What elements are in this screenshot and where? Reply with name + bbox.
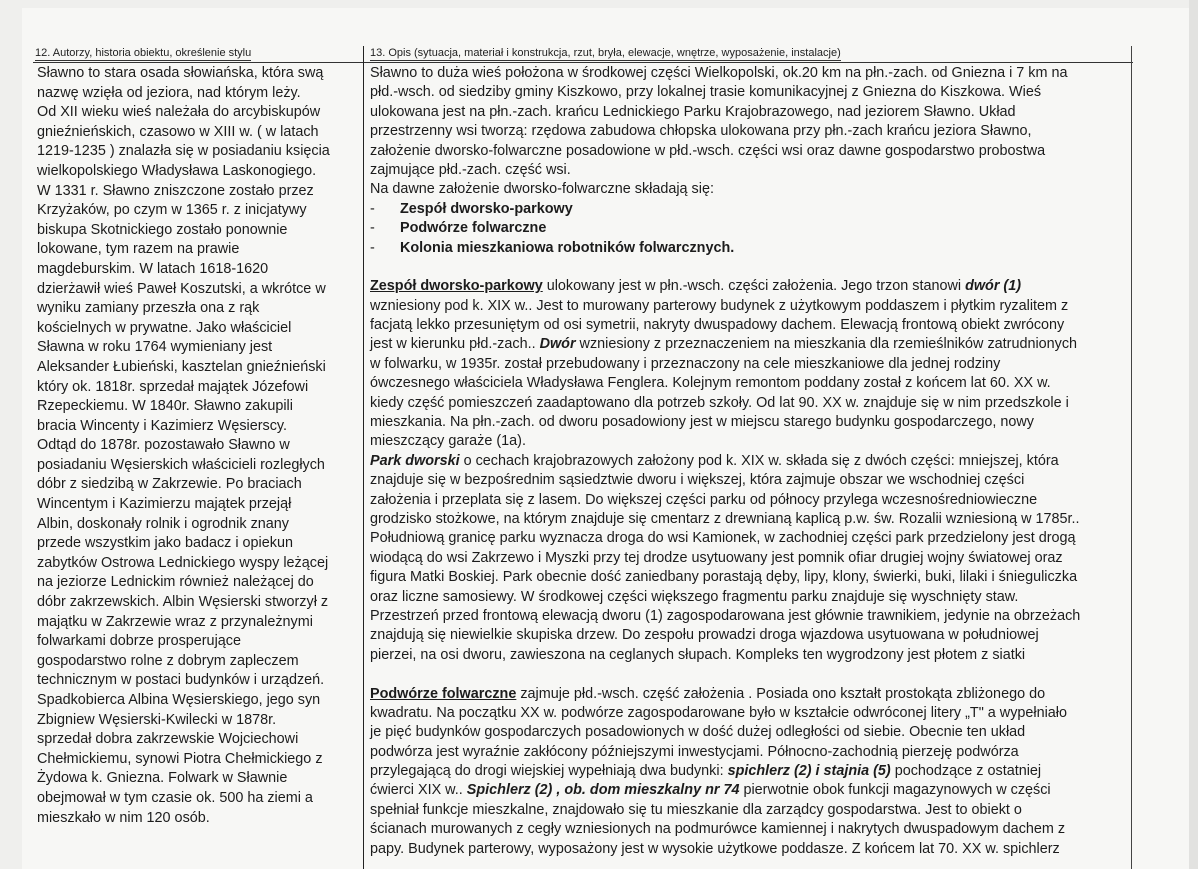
text-line: nazwę wzięła od jeziora, nad którym leży.	[37, 84, 301, 101]
text-line: założenie dworsko-folwarczne posadowione w płd.-wsch. części wsi oraz dawne gospodarstwo probostwa	[370, 142, 1046, 159]
text-line: Na dawne założenie dworsko-folwarczne składają się:	[370, 181, 714, 198]
text-line: Od XII wieku wieś należała do arcybiskupów	[37, 104, 321, 121]
text-line: Spadkobierca Albina Węsierskiego, jego syn	[37, 692, 321, 708]
text-line: wiodącą do wsi Zakrzewo i Myszki przy tej drodze usytuowany jest pomnik ofiar drugiej wojny światowej oraz	[370, 549, 1063, 566]
text-line: bracia Wincenty i Kazimierz Węsierscy.	[37, 417, 288, 434]
description-column	[370, 64, 1130, 859]
component-list	[370, 200, 1130, 258]
text-line: Wincentym i Kazimierzu majątek przejął	[37, 496, 292, 513]
text-line: grodzisko stożkowe, na którym znajduje się cmentarz z drewnianą kaplicą p.w. św. Rozalii wzniesioną w 1785r..	[370, 510, 1080, 527]
text-line: technicznym w postaci budynków i urządzeń.	[37, 672, 325, 689]
text-line: posiadaniu Węsierskich właścicieli rozległych	[37, 456, 325, 473]
text-line: wielkopolskiego Władysława Laskonogiego.	[37, 162, 317, 179]
list-item: - Kolonia mieszkaniowa robotników folwarcznych.	[370, 239, 735, 256]
text-line: Południową granicę parku wyznacza droga do wsi Kamionek, w zachodniej części park przedzielony jest drogą	[370, 530, 1076, 547]
section-heading: Park dworski	[370, 452, 460, 469]
text-line: papy. Budynek parterowy, wyposażony jest w wysokie użytkowe poddasze. Z końcem lat 70. XX w. spichlerz	[370, 840, 1060, 857]
text-line: figura Matki Boskiej. Park obecnie dość zaniedbany porastają dęby, lipy, klony, świerki, buki, lilaki i śnieguliczka	[370, 569, 1078, 586]
intro-paragraph	[370, 64, 1130, 200]
text-line: Zbigniew Węsierski-Kwilecki w 1878r.	[37, 711, 277, 728]
text-line: znajduje się w bezpośrednim sąsiedztwie dworu i większej, która zajmuje obszar we wschodniej części	[370, 472, 1025, 489]
text-line: oraz liczne samosiewy. W środkowej części większego fragmentu parku znajduje się wyschnięty staw.	[370, 588, 1019, 605]
text-line: gnieźnieńskich, czasowo w XIII w. ( w latach	[37, 123, 319, 140]
text-line: biskupa Skotnickiego zostało ponownie	[37, 221, 288, 238]
text-line: Albin, doskonały rolnik i ogrodnik znany	[37, 515, 289, 532]
text-line: Krzyżaków, po czym w 1365 r. z inicjatywy	[37, 202, 307, 219]
text-line: podwórza jest wyraźnie zakłócony późniejszymi inwestycjami. Północno-zachodnią pierzeję podwórza	[370, 743, 1019, 760]
section-heading: Podwórze folwarczne	[370, 685, 517, 702]
text-line: zajmujące płd.-zach. część wsi.	[370, 161, 571, 178]
text-line: znajdują się niewielkie skupiska drzew. Do zespołu prowadzi droga wjazdowa usytuowana w południowej	[370, 627, 1039, 644]
text-line: przede wszystkim jako badacz i opiekun	[37, 535, 293, 552]
right-border	[1131, 46, 1132, 869]
scan-edge	[1189, 0, 1198, 869]
text-line: kościelnych w prywatne. Jako właściciel	[37, 319, 292, 336]
text-line: obejmował w tym czasie ok. 500 ha ziemi a	[37, 789, 313, 806]
section-zespol: Zespół dworsko-parkowy ulokowany jest w płn.-wsch. części założenia. Jego trzon stanowi dwór (1) wzniesiony pod k. XIX w.. Jest to murowany parterowy budynek z użytkowym poddaszem i płytkim ryzalitem z facjatą lekko przesuniętym od osi symetrii, nakryty dwuspadowy dachem. Elewacją frontową obiekt zwrócony jest w kierunku płd.-zach.. Dwór wzniesiony z przeznaczeniem na mieszkania dla rzemieślników zatrudnionych w folwarku, w 1935r. został przebudowany i przeznaczony na cele mieszkaniowe dla jednej rodziny ówczesnego właściciela Władysława Fenglera. Kolejnym remontom poddany został z końcem lat 60. XX w. kiedy część pomieszczeń zaadaptowano dla potrzeb szkoły. Od lat 90. XX w. znajduje się w nim przedszkole i mieszkania. Na płn.-zach. od dworu posadowiony jest w miejscu starego budynku gospodarczego, nowy mieszczący garaże (1a).	[370, 277, 1130, 452]
text-line: ówczesnego właściciela Władysława Fenglera. Kolejnym remontom poddany został z końcem lat 60. XX w.	[370, 375, 1051, 392]
text-line: facjatą lekko przesuniętym od osi symetrii, nakryty dwuspadowy dachem. Elewacją frontową obiekt zwrócony	[370, 317, 1065, 334]
text-line: dóbr zakrzewskich. Albin Węsierski stworzył z	[37, 594, 329, 611]
list-item: - Zespół dworsko-parkowy	[370, 200, 573, 217]
text-line: Sławno to duża wieś położona w środkowej części Wielkopolski, ok.20 km na płn.-zach. od Gniezna i 7 km na	[370, 65, 1068, 81]
text-line: ścianach murowanych z cegły wzniesionych na podmurówce kamiennej i nakrytych dwuspadowym dachem z	[370, 821, 1066, 838]
text-line: Sławna w roku 1764 wymieniany jest	[37, 339, 273, 356]
text-line: sprzedał dobra zakrzewskie Wojciechowi	[37, 731, 299, 748]
text-line: pierzei, na osi dworu, zawieszona na ceglanych słupach. Kompleks ten wygrodzony jest płotem z siatki	[370, 646, 1026, 663]
text-line: majątku w Zakrzewie wraz z przynależnymi	[37, 613, 313, 630]
text-line: folwarkami dobrze prosperujące	[37, 633, 241, 650]
text-line: Sławno to stara osada słowiańska, która swą	[37, 65, 324, 81]
text-line: W 1331 r. Sławno zniszczone zostało przez	[37, 182, 314, 199]
text-line: wyniku zamiany przeszła ona z rąk	[37, 300, 260, 317]
text-line: Rzepeckiemu. W 1840r. Sławno zakupili	[37, 398, 293, 415]
text-line: lokowane, tym razem na prawie	[37, 241, 240, 258]
text-line: magdeburskim. W latach 1618-1620	[37, 260, 269, 277]
history-column	[37, 64, 360, 828]
text-line: spełniał funkcje mieszkalne, znajdowało się tu mieszkanie dla zarządcy gospodarstwa. Jest to obiekt o	[370, 801, 1022, 818]
column-divider	[363, 46, 364, 869]
text-line: w folwarku, w 1935r. został przebudowany i przeznaczony na cele mieszkaniowe dla jednej rodziny	[370, 355, 1001, 372]
text-line: Odtąd do 1878r. pozostawało Sławno w	[37, 437, 290, 454]
text-line: je pięć budynków gospodarczych posadowionych w dość dużej odległości od siebie. Obecnie ten układ	[370, 724, 1026, 741]
text-line: mieszczący garaże (1a).	[370, 433, 526, 450]
text-line: przestrzenny wsi tworzą: rzędowa zabudowa chłopska ulokowana przy płn.-zach krańcu jeziora Sławno,	[370, 123, 1032, 140]
text-line: kwadratu. Na początku XX w. podwórze zagospodarowane było w kształcie odwróconej litery „T" a wypełniało	[370, 704, 1068, 721]
text-line: wzniesiony pod k. XIX w.. Jest to murowany parterowy budynek z użytkowym poddaszem i płytkim ryzalitem z	[370, 297, 1069, 314]
header-left: 12. Autorzy, historia obiektu, określenie stylu	[35, 47, 252, 59]
text-line: płd.-wsch. od siedziby gminy Kiszkowo, przy lokalnej trasie komunikacyjnej z Gniezna do Kiszkowa. Wieś	[370, 84, 1042, 101]
header-rule	[33, 62, 1133, 63]
text-line: na jeziorze Lednickim również należącej do	[37, 574, 314, 591]
text-line: Przestrzeń przed frontową elewacją dworu (1) zagospodarowana jest głównie trawnikiem, jedynie na obrzeżach	[370, 607, 1081, 624]
text-line: mieszkania. Na płn.-zach. od dworu posadowiony jest w miejscu starego budynku gospodarczego, nowy	[370, 414, 1034, 431]
text-line: ulokowana jest na płn.-zach. krańcu Lednickiego Parku Krajobrazowego, nad jeziorem Sławno. Układ	[370, 103, 1016, 120]
text-line: gospodarstwo rolne z dobrym zapleczem	[37, 652, 299, 669]
text-line: zabytków Ostrowa Lednickiego wyspy leżącej	[37, 554, 329, 571]
text-line: dzierżawił wieś Paweł Koszutski, a wkrótce w	[37, 280, 326, 297]
text-line: mieszkało w nim 120 osób.	[37, 809, 210, 826]
section-park: Park dworski o cechach krajobrazowych założony pod k. XIX w. składa się z dwóch części: mniejszej, która znajduje się w bezpośrednim sąsiedztwie dworu i większej, która zajmuje obszar we wschodniej części założenia i przeplata się z lasem. Do większej części parku od północy przylega wczesnośredniowieczne grodzisko stożkowe, na którym znajduje się cmentarz z drewnianą kaplicą p.w. św. Rozalii wzniesioną w 1785r.. Południową granicę parku wyznacza droga do wsi Kamionek, w zachodniej części park przedzielony jest drogą wiodącą do wsi Zakrzewo i Myszki przy tej drodze usytuowany jest pomnik ofiar drugiej wojny światowej oraz figura Matki Boskiej. Park obecnie dość zaniedbany porastają dęby, lipy, klony, świerki, buki, lilaki i śnieguliczka oraz liczne samosiewy. W środkowej części większego fragmentu parku znajduje się wyschnięty staw. Przestrzeń przed frontową elewacją dworu (1) zagospodarowana jest głównie trawnikiem, jedynie na obrzeżach znajdują się niewielkie skupiska drzew. Do zespołu prowadzi droga wjazdowa usytuowana w południowej pierzei, na osi dworu, zawieszona na ceglanych słupach. Kompleks ten wygrodzony jest płotem z siatki	[370, 452, 1130, 665]
text-line: Żydowa k. Gniezna. Folwark w Sławnie	[37, 770, 288, 787]
text-line: założenia i przeplata się z lasem. Do większej części parku od północy przylega wczesnośredniowieczne	[370, 491, 1038, 508]
section-heading: Zespół dworsko-parkowy	[370, 278, 543, 295]
text-line: 1219-1235 ) znalazła się w posiadaniu księcia	[37, 143, 330, 160]
list-item: - Podwórze folwarczne	[370, 220, 547, 237]
text-line: Chełmickiemu, synowi Piotra Chełmickiego z	[37, 750, 323, 767]
text-line: dóbr z siedzibą w Zakrzewie. Po braciach	[37, 476, 302, 493]
header-right: 13. Opis (sytuacja, materiał i konstrukcja, rzut, bryła, elewacje, wnętrze, wyposażenie, instalacje)	[370, 47, 841, 59]
text-line: Aleksander Łubieński, kasztelan gnieźnieński	[37, 358, 326, 375]
section-podworze: Podwórze folwarczne zajmuje płd.-wsch. część założenia . Posiada ono kształt prostokąta zbliżonego do kwadratu. Na początku XX w. podwórze zagospodarowane było w kształcie odwróconej litery „T" a wypełniało je pięć budynków gospodarczych posadowionych w dość dużej odległości od siebie. Obecnie ten układ podwórza jest wyraźnie zakłócony późniejszymi inwestycjami. Północno-zachodnią pierzeję podwórza przylegającą do drogi wiejskiej wypełniają dwa budynki: spichlerz (2) i stajnia (5) pochodzące z ostatniej ćwierci XIX w.. Spichlerz (2) , ob. dom mieszkalny nr 74 pierwotnie obok funkcji magazynowych w części spełniał funkcje mieszkalne, znajdowało się tu mieszkanie dla zarządcy gospodarstwa. Jest to obiekt o ścianach murowanych z cegły wzniesionych na podmurówce kamiennej i nakrytych dwuspadowym dachem z papy. Budynek parterowy, wyposażony jest w wysokie użytkowe poddasze. Z końcem lat 70. XX w. spichlerz	[370, 685, 1130, 860]
text-line: kiedy część pomieszczeń zaadaptowano dla potrzeb szkoły. Od lat 90. XX w. znajduje się w nim przedszkole i	[370, 394, 1069, 411]
text-line: który ok. 1818r. sprzedał majątek Józefowi	[37, 378, 309, 395]
